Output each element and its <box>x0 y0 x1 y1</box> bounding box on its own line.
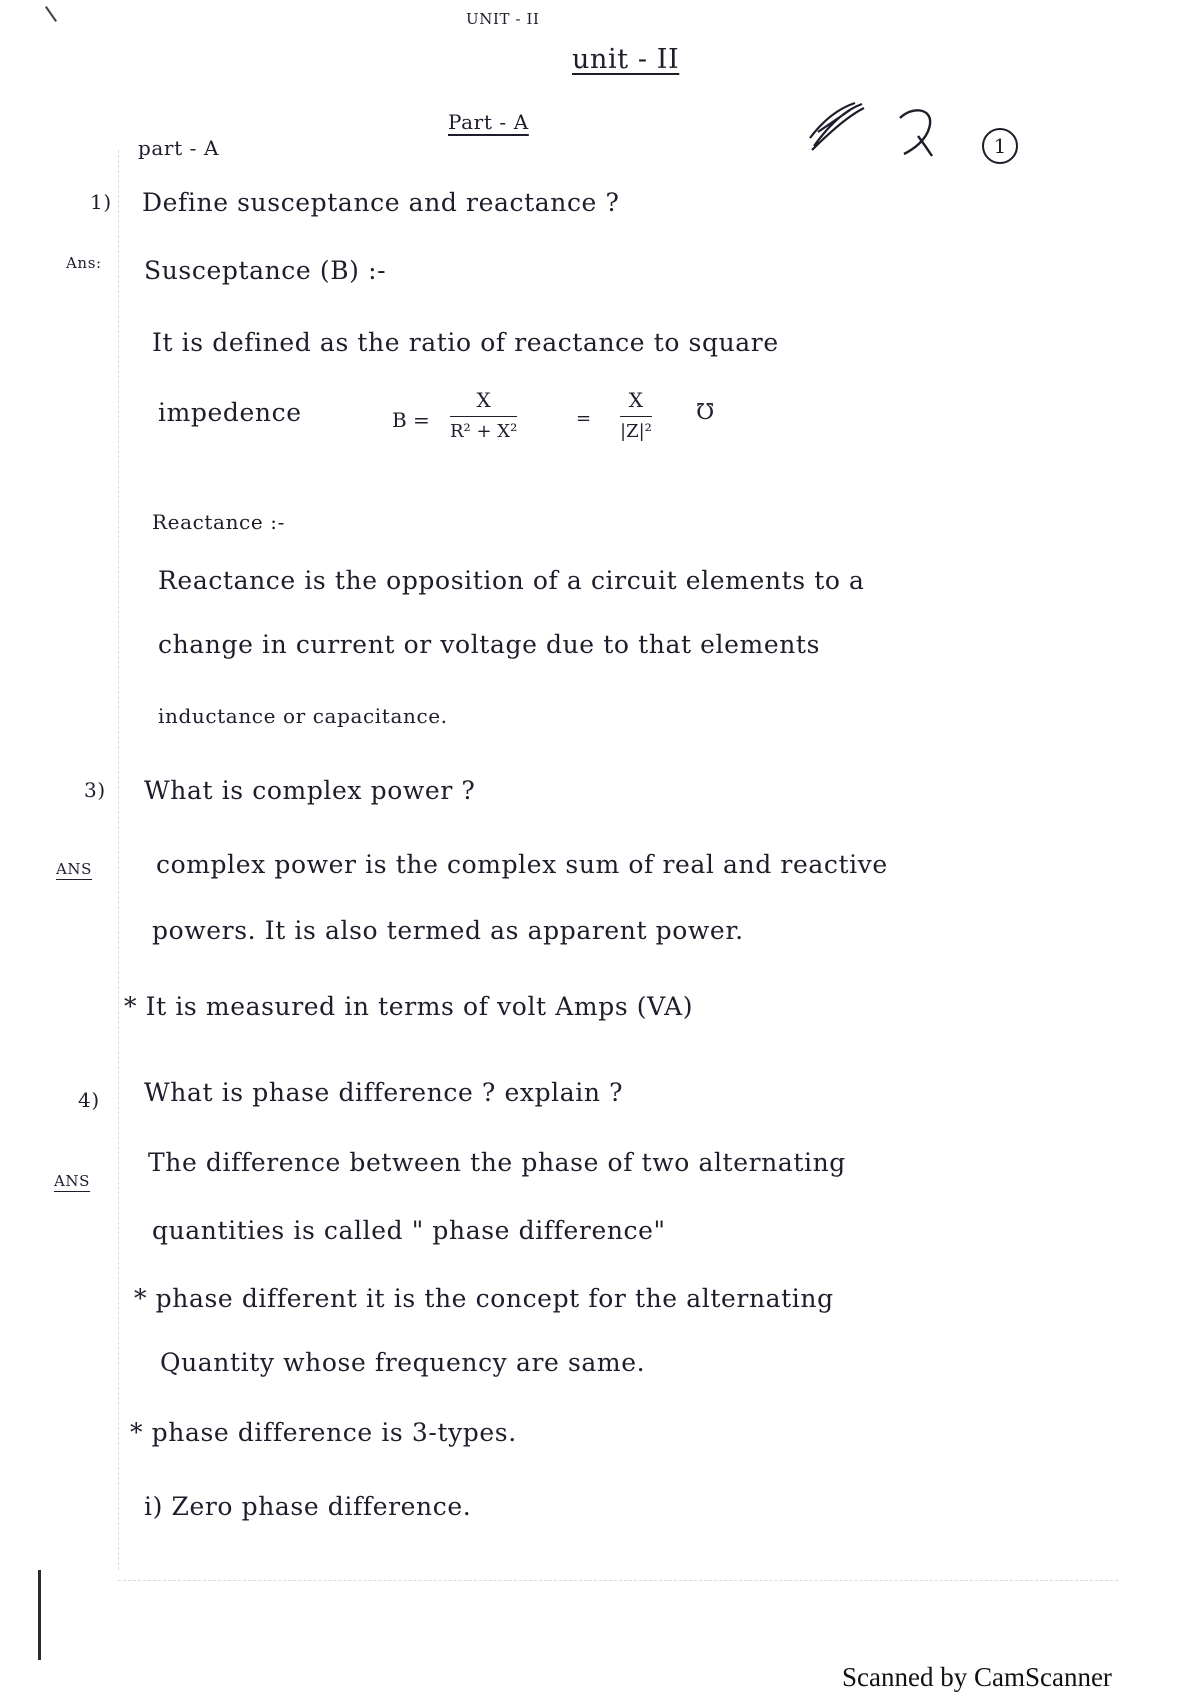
unit-title: unit - II <box>572 44 680 75</box>
formula-numerator-2: X <box>620 388 652 417</box>
page-number: 1 <box>982 128 1018 164</box>
susceptance-formula <box>380 388 740 468</box>
q4-question: What is phase difference ? explain ? <box>144 1078 624 1107</box>
page-edge-mark <box>38 1570 41 1660</box>
q1-line-4: change in current or voltage due to that elements <box>158 630 821 659</box>
formula-denominator-1: R² + X² <box>450 421 518 442</box>
q1-question: Define susceptance and reactance ? <box>142 188 620 217</box>
bottom-margin-line <box>118 1580 1118 1581</box>
formula-equals: = <box>576 408 592 429</box>
reactance-heading: Reactance :- <box>152 510 285 534</box>
q1-number: 1) <box>90 190 112 214</box>
formula-denominator-2: |Z|² <box>620 421 652 442</box>
q4-line-6: i) Zero phase difference. <box>144 1492 472 1521</box>
q1-line-5: inductance or capacitance. <box>158 704 448 728</box>
q4-line-1: The difference between the phase of two alternating <box>148 1148 846 1177</box>
unit-header-top: UNIT - II <box>466 10 540 28</box>
q4-ans-label: ANS <box>54 1172 91 1190</box>
q1-line-3: Reactance is the opposition of a circuit elements to a <box>158 566 865 595</box>
part-heading: Part - A <box>448 110 529 134</box>
q3-question: What is complex power ? <box>144 776 476 805</box>
part-label: part - A <box>138 136 220 160</box>
q3-ans-label: ANS <box>56 860 93 878</box>
formula-numerator-1: X <box>450 388 517 417</box>
q4-line-5: * phase difference is 3-types. <box>130 1418 517 1447</box>
corner-mark <box>45 6 57 22</box>
q1-ans-label: Ans: <box>66 254 102 272</box>
susceptance-heading: Susceptance (B) :- <box>144 256 387 285</box>
q4-number: 4) <box>78 1088 100 1112</box>
formula-fraction-2 <box>620 388 652 442</box>
q4-line-3: * phase different it is the concept for the alternating <box>134 1284 834 1313</box>
q3-line-1: complex power is the complex sum of real and reactive <box>156 850 888 879</box>
q3-line-2: powers. It is also termed as apparent power. <box>152 916 744 945</box>
formula-lhs: B = <box>392 408 430 432</box>
q3-number: 3) <box>84 778 106 802</box>
q3-line-3: * It is measured in terms of volt Amps (VA) <box>124 992 694 1021</box>
q4-line-2: quantities is called " phase difference" <box>152 1216 666 1245</box>
q1-line-2: impedence <box>158 398 302 427</box>
camscanner-watermark: Scanned by CamScanner <box>842 1662 1112 1692</box>
q4-line-4: Quantity whose frequency are same. <box>160 1348 646 1377</box>
formula-unit: ℧ <box>696 400 715 425</box>
margin-line <box>118 150 119 1570</box>
formula-fraction-1 <box>450 388 517 442</box>
q1-line-1: It is defined as the ratio of reactance to square <box>152 328 779 357</box>
